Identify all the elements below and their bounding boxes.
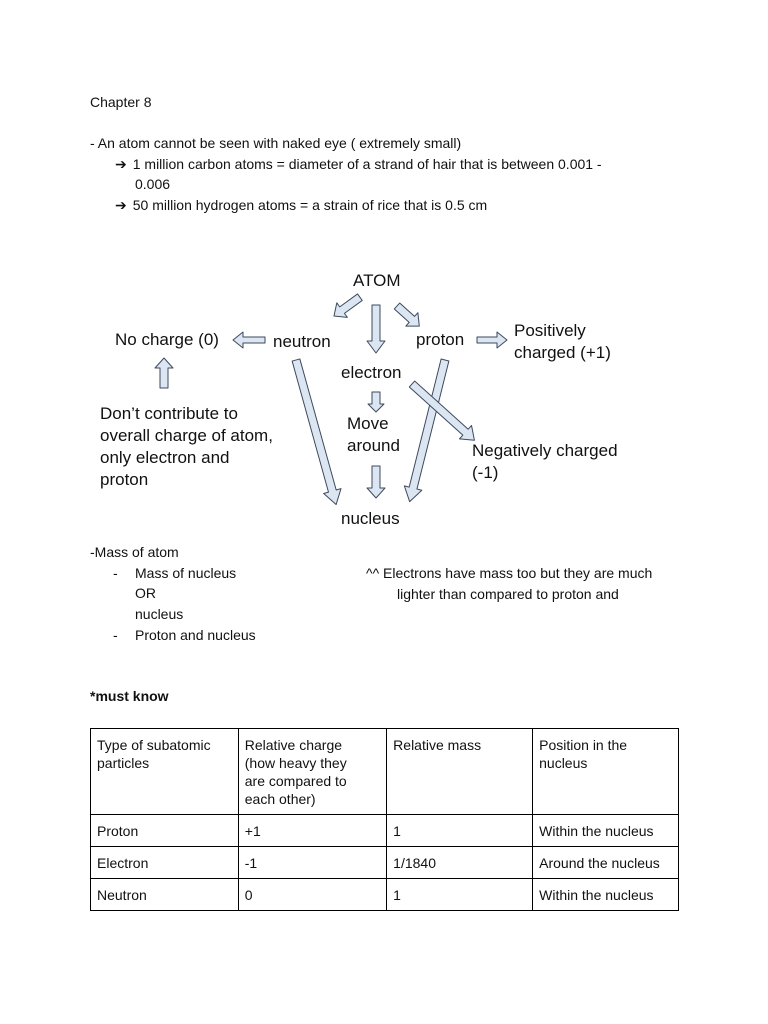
- table-row: [91, 847, 679, 879]
- must-know-label: *must know: [90, 688, 169, 704]
- bullet-hydrogen-text: 50 million hydrogen atoms = a strain of rice that is 0.5 cm: [132, 197, 488, 213]
- table-header-cell: [238, 729, 386, 815]
- table-cell: -1: [238, 847, 386, 879]
- chapter-heading: Chapter 8: [90, 94, 152, 110]
- arrow-proton-to-nucleus: [401, 358, 454, 504]
- label-neutron: neutron: [273, 332, 331, 351]
- arrow-atom-to-neutron: [329, 290, 365, 323]
- label-move: Move: [347, 414, 389, 433]
- table-cell: Proton: [91, 815, 239, 847]
- table-cell: 1/1840: [387, 847, 533, 879]
- label-negatively-line1: Negatively charged: [472, 441, 618, 460]
- arrow-atom-to-proton: [391, 299, 425, 332]
- table-cell: 0: [238, 879, 386, 911]
- mass-item-nucleus: Mass of nucleus: [135, 565, 237, 581]
- arrow-note-to-no-charge: [155, 358, 173, 388]
- table-header-row: [91, 729, 679, 815]
- table-header-line: each other): [244, 791, 316, 807]
- arrow-proton-to-positive: [477, 332, 507, 348]
- arrow-electron-to-negative: [406, 377, 480, 447]
- arrow-around-to-nucleus: [367, 466, 385, 498]
- arrow-neutron-to-nucleus: [287, 358, 344, 507]
- mass-or: OR: [135, 585, 156, 601]
- mass-note-line2: lighter than compared to proton and: [397, 586, 619, 602]
- label-proton: proton: [416, 330, 465, 349]
- label-negatively-line2: (-1): [472, 463, 499, 482]
- label-electron: electron: [341, 363, 402, 382]
- label-no-charge: No charge (0): [115, 330, 219, 349]
- table-cell: +1: [238, 815, 386, 847]
- label-positively-line1: Positively: [514, 321, 586, 340]
- table-header-line: Relative charge: [244, 737, 343, 753]
- label-note-line4: proton: [100, 470, 149, 489]
- table-cell: Within the nucleus: [533, 815, 679, 847]
- bullet-carbon-text: 1 million carbon atoms = diameter of a strand of hair that is between 0.001 -: [132, 156, 602, 172]
- label-note-line3: only electron and: [100, 448, 230, 467]
- label-positively-line2: charged (+1): [514, 343, 611, 362]
- arrow-atom-to-electron: [367, 305, 385, 353]
- table-header-cell: [387, 729, 533, 815]
- mass-dash-2: -: [113, 627, 118, 643]
- table-cell: Neutron: [91, 879, 239, 911]
- table-header-line: are compared to: [244, 773, 347, 789]
- bullet-carbon-continued: 0.006: [135, 176, 171, 192]
- table-cell: Within the nucleus: [533, 879, 679, 911]
- table-header-cell: [533, 729, 679, 815]
- table-cell: Around the nucleus: [533, 847, 679, 879]
- mass-title: -Mass of atom: [90, 544, 179, 560]
- arrow-bullet-icon: ➔: [115, 197, 127, 213]
- intro-line: - An atom cannot be seen with naked eye ( extremely small): [90, 135, 462, 151]
- table-header-line: Relative mass: [393, 737, 482, 753]
- label-note-line1: Don’t contribute to: [100, 404, 238, 423]
- subatomic-particles-table: [90, 728, 679, 911]
- table-header-line: Type of subatomic: [97, 737, 211, 753]
- table-row: [91, 815, 679, 847]
- arrow-neutron-to-no-charge: [233, 332, 265, 348]
- table-header-line: particles: [97, 755, 150, 771]
- arrow-electron-to-move: [368, 392, 384, 412]
- mass-nucleus: nucleus: [135, 606, 184, 622]
- table-cell: Electron: [91, 847, 239, 879]
- table-cell: 1: [387, 879, 533, 911]
- table-row: [91, 879, 679, 911]
- table-header-line: nucleus: [539, 755, 588, 771]
- mass-note-line1: ^^ Electrons have mass too but they are much: [366, 565, 653, 581]
- label-atom: ATOM: [353, 271, 401, 290]
- table-header-line: (how heavy they: [244, 755, 347, 771]
- label-note-line2: overall charge of atom,: [100, 426, 273, 445]
- table-cell: 1: [387, 815, 533, 847]
- table-header-line: Position in the: [539, 737, 628, 753]
- mass-item-proton-nucleus: Proton and nucleus: [135, 627, 256, 643]
- table-header-cell: [91, 729, 239, 815]
- label-nucleus: nucleus: [341, 509, 400, 528]
- mass-dash-1: -: [113, 565, 118, 581]
- arrow-bullet-icon: ➔: [115, 156, 127, 172]
- label-around: around: [347, 436, 400, 455]
